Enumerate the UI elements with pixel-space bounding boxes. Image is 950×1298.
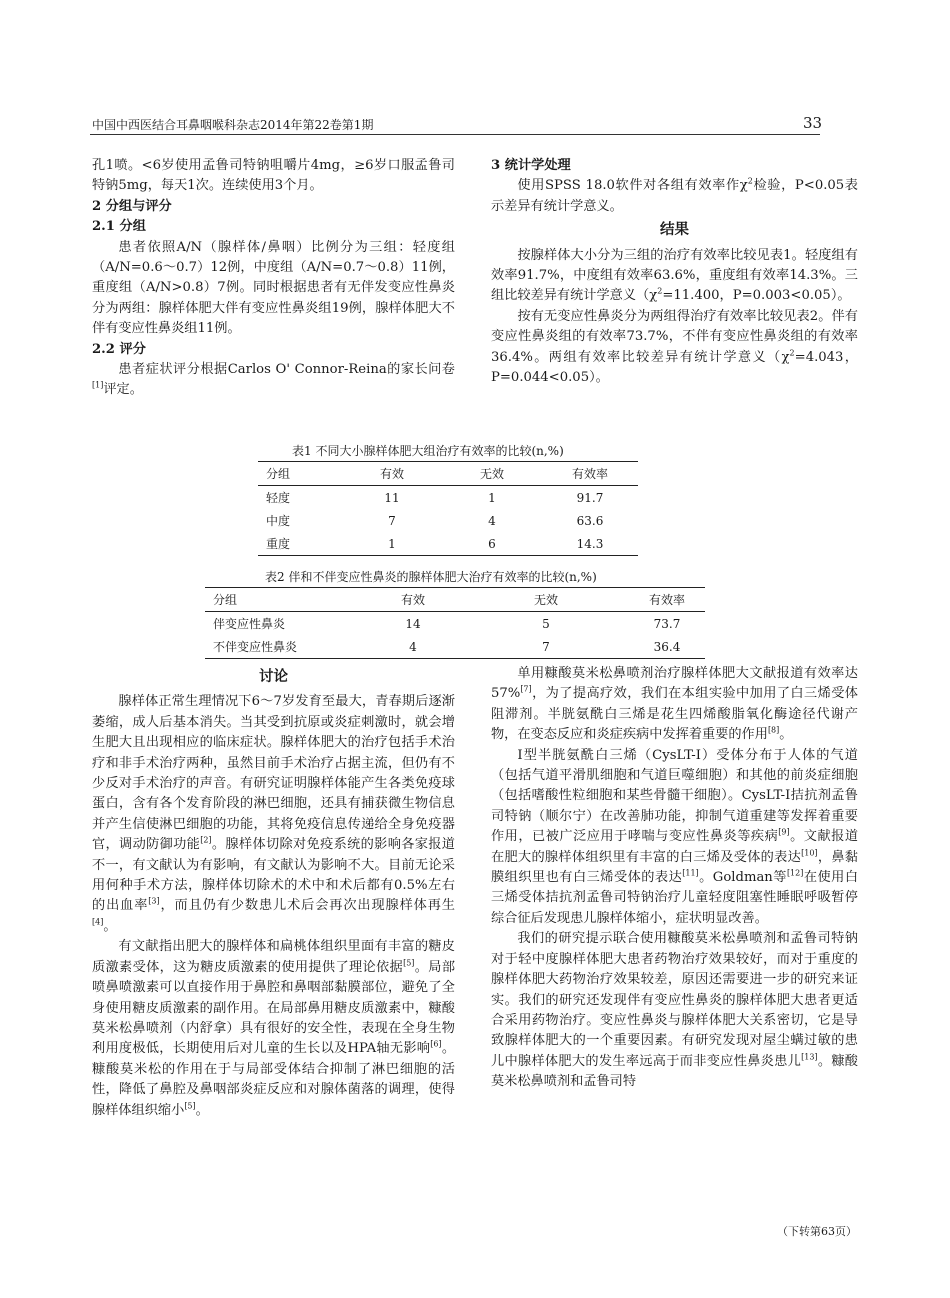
citation: [8]: [767, 725, 780, 735]
section-heading-grouping: 2 分组与评分: [92, 198, 172, 214]
journal-header: 中国中西医结合耳鼻咽喉科杂志2014年第22卷第1期: [92, 118, 374, 132]
citation: [6]: [430, 1039, 442, 1049]
header-cell: 有效: [342, 462, 442, 486]
discussion-paragraph-2: 有文献指出肥大的腺样体和扁桃体组织里面有丰富的糖皮质激素受体，这为糖皮质激素的使用提供了理论依据[5]。局部喷鼻喷激素可以直接作用于鼻腔和鼻咽部黏膜部位，避免了全身使用糖皮质激素的副作用。在局部鼻用糖皮质激素中，糠酸莫米松鼻喷剂（内舒拿）具有很好的安全性，表现在全身生物利用度极低，长期使用后对儿童的生长以及HPA轴无影响[6]。糠酸莫米松的作用在于与局部受体结合抑制了淋巴细胞的活性，降低了鼻腔及鼻咽部炎症反应和对腺体菌落的调理，使得腺样体组织缩小[5]。: [92, 939, 456, 1118]
subsection-heading-grouping: 2.1 分组: [92, 219, 146, 235]
results-heading: 结果: [660, 221, 689, 239]
citation: [4]: [92, 917, 104, 927]
header-cell: 有效率: [542, 462, 638, 486]
table1: [258, 461, 638, 556]
section-heading-statistics: 3 统计学处理: [491, 158, 571, 173]
method-paragraph: 孔1喷。<6岁使用孟鲁司特钠咀嚼片4mg，≥6岁口服孟鲁司特钠5mg，每天1次。连续使用3个月。: [92, 158, 455, 194]
grouping-paragraph: 患者依照A/N（腺样体/鼻咽）比例分为三组：轻度组（A/N=0.6～0.7）12例，中度组（A/N=0.7～0.8）11例，重度组（A/N>0.8）7例。同时根据患者有无伴发变应性鼻炎分为两组：腺样体肥大伴有变应性鼻炎组19例，腺样体肥大不伴有变应性鼻炎组11例。: [92, 239, 455, 337]
header-cell: 无效: [463, 588, 629, 612]
table-row: 中度 7 4 63.6: [266, 513, 604, 528]
header-cell: 分组: [205, 588, 363, 612]
discussion-heading: 讨论: [259, 668, 288, 685]
page-number: 33: [803, 114, 823, 132]
results-paragraph-1: 按腺样体大小分为三组的治疗有效率比较见表1。轻度组有效率91.7%，中度组有效率63.6%，重度组有效率14.3%。三组比较差异有统计学意义（$\chi^2=11.400$，P=0.003<0.05）。: [491, 247, 858, 304]
discussion-paragraph-3: 单用糠酸莫米松鼻喷剂治疗腺样体肥大文献报道有效率达57%[7]，为了提高疗效，我们在本组实验中加用了白三烯受体阻滞剂。半胱氨酰白三烯是花生四烯酸脂氧化酶途径代谢产物，在变态反应和炎症疾病中发挥着重要的作用[8]。: [491, 666, 858, 743]
table-row: 重度 1 6 14.3: [258, 532, 638, 556]
left-column-top: [92, 156, 455, 401]
citation: [9]: [778, 827, 790, 837]
citation: [12]: [786, 868, 804, 878]
left-column-bottom: [92, 664, 455, 1121]
table-row: 轻度 11 1 91.7: [266, 490, 604, 505]
header-cell: 无效: [442, 462, 542, 486]
continued-note: （下转第63页）: [777, 1225, 857, 1238]
scoring-paragraph: 患者症状评分根据Carlos O' Connor-Reina的家长问卷[1]评定。: [92, 362, 455, 398]
citation: [1]: [92, 381, 104, 391]
subsection-heading-scoring: 2.2 评分: [92, 341, 146, 357]
citation: [11]: [682, 868, 699, 878]
header-cell: 有效率: [629, 588, 705, 612]
citation: [5]: [403, 958, 415, 968]
right-column-top: [491, 156, 858, 388]
citation: [3]: [148, 897, 160, 907]
table-row: 不伴变应性鼻炎 4 7 36.4: [205, 635, 705, 659]
citation: [13]: [801, 1052, 818, 1062]
statistics-paragraph: 使用SPSS 18.0软件对各组有效率作$\chi^2$检验，P<0.05表示差异有统计学意义。: [491, 177, 858, 214]
table-header-row: [258, 462, 638, 486]
table2-caption: 表2 伴和不伴变应性鼻炎的腺样体肥大治疗有效率的比较(n,%): [265, 570, 597, 584]
citation: [7]: [520, 685, 532, 695]
table2: [205, 587, 705, 659]
right-column-bottom: [491, 664, 858, 1093]
results-paragraph-2: 按有无变应性鼻炎分为两组得治疗有效率比较见表2。伴有变应性鼻炎组的有效率73.7%，不伴有变应性鼻炎组的有效率36.4%。两组有效率比较差异有统计学意义（$\chi^2=4.043$，P=0.044<0.05）。: [491, 308, 858, 386]
citation: [2]: [200, 835, 212, 845]
header-cell: 有效: [363, 588, 463, 612]
table-row: 伴变应性鼻炎 14 5 73.7: [213, 616, 681, 631]
table1-caption: 表1 不同大小腺样体肥大组治疗有效率的比较(n,%): [292, 444, 564, 458]
table-header-row: [205, 588, 705, 612]
header-rule: [90, 134, 820, 135]
discussion-paragraph-4: I型半胱氨酰白三烯（CysLT-I）受体分布于人体的气道（包括气道平滑肌细胞和气道巨噬细胞）和其他的前炎症细胞（包括嗜酸性粒细胞和某些骨髓干细胞）。CysLT-I拮抗剂孟鲁司特钠（顺尔宁）在改善肺功能，抑制气道重建等发挥着重要作用，已被广泛应用于哮喘与变应性鼻炎等疾病[9]。文献报道在肥大的腺样体组织里有丰富的白三烯及受体的表达[10]，鼻黏膜组织里也有白三烯受体的表达[11]。Goldman等[12]在使用白三烯受体拮抗剂孟鲁司特钠治疗儿童轻度阻塞性睡眠呼吸暂停综合征后发现患儿腺样体缩小，症状明显改善。: [491, 747, 859, 926]
citation: [10]: [801, 848, 818, 858]
discussion-paragraph-5: 我们的研究提示联合使用糠酸莫米松鼻喷剂和孟鲁司特钠对于轻中度腺样体肥大患者药物治疗效果较好，而对于重度的腺样体肥大药物治疗效果较差，原因还需要进一步的研究来证实。我们的研究还发现伴有变应性鼻炎的腺样体肥大患者更适合采用药物治疗。变应性鼻炎与腺样体肥大关系密切，它是导致腺样体肥大的一个重要因素。有研究发现对屋尘螨过敏的患儿中腺样体肥大的发生率远高于而非变应性鼻炎患儿[13]。糠酸莫米松鼻喷剂和孟鲁司特: [491, 931, 858, 1090]
superscript: 2: [789, 348, 795, 358]
header-cell: 分组: [258, 462, 342, 486]
citation: [5]: [184, 1101, 196, 1111]
superscript: 2: [747, 177, 753, 187]
superscript: 2: [657, 287, 663, 297]
discussion-paragraph-1: 腺样体正常生理情况下6～7岁发育至最大，青春期后逐渐萎缩，成人后基本消失。当其受到抗原或炎症刺激时，就会增生肥大且出现相应的临床症状。腺样体肥大的治疗包括手术治疗和非手术治疗两种，虽然目前手术治疗占据主流，但仍有不少反对手术治疗的声音。有研究证明腺样体能产生各类免疫球蛋白，含有各个发育阶段的淋巴细胞，还具有捕获微生物信息并产生信使淋巴细胞的功能，其将免疫信息传递给全身免疫器官，调动防御功能[2]。腺样体切除对免疫系统的影响各家报道不一，有文献认为有影响，有文献认为影响不大。目前无论采用何种手术方法，腺样体切除术的术中和术后都有0.5%左右的出血率[3]，而且仍有少数患儿术后会再次出现腺样体再生[4]。: [92, 694, 455, 934]
